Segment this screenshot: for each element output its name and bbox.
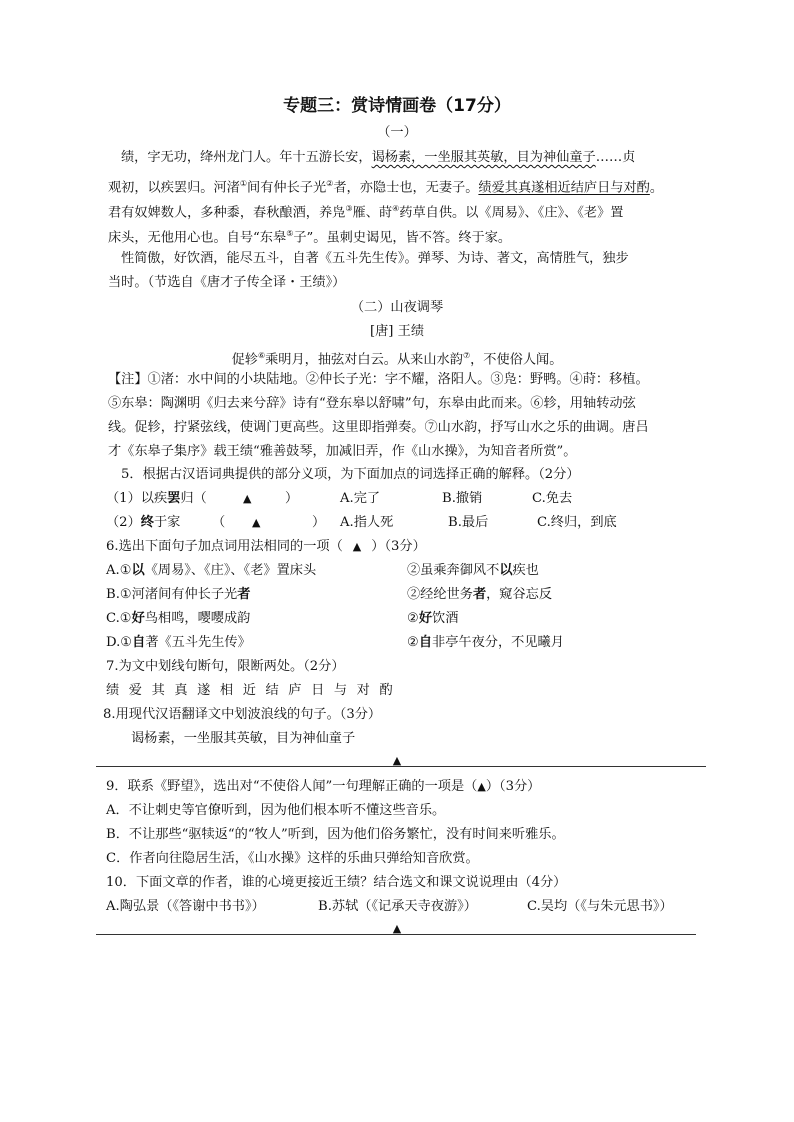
- question-7-stem: 7.为文中划线句断句，限断两处。（2分）: [106, 659, 345, 674]
- question-5-item-1: （1）以疾罢归（: [106, 491, 207, 506]
- question-7-sentence[interactable]: 绩爱其真遂相近结庐日与对酌: [106, 683, 403, 698]
- answer-blank-triangle[interactable]: ▲: [352, 540, 362, 553]
- option-c: C.终归，到底: [537, 515, 617, 530]
- dotted-word: 罢: [167, 491, 181, 506]
- notes-line-3: 线。促轸，拧紧弦线，使调门更高些。这里即指弹奏。⑦山水韵，抒写山水之乐的曲调。唐吕: [108, 420, 649, 435]
- passage-line-1: 绩，字无功，绛州龙门人。年十五游长安，谒杨素，一坐服其英敏，目为神仙童子……贞: [121, 150, 636, 165]
- poem-heading: （二）山夜调琴: [350, 300, 444, 315]
- q10-option-a: A.陶弘景（《答谢中书书》）: [106, 899, 265, 914]
- q10-option-b: B.苏轼（《记承天寺夜游》）: [318, 899, 477, 914]
- answer-blank-triangle[interactable]: ▲: [252, 516, 261, 529]
- notes-line-2: ⑤东皋：陶渊明《归去来兮辞》诗有“登东皋以舒啸”句，东皋由此而来。⑥轸，用轴转动弦: [108, 396, 636, 411]
- passage-line-5: 性简傲，好饮酒，能尽五斗，自著《五斗先生传》。弹琴、为诗、著文，高情胜气，独步: [121, 251, 629, 266]
- wavy-underlined-sentence: 谒杨素，一坐服其英敏，目为神仙童子: [371, 150, 596, 165]
- underlined-sentence: 绩爱其真遂相近结庐日与对酌: [478, 180, 650, 196]
- q6-option-b-right: ②经纶世务者，窥谷忘反: [407, 587, 553, 602]
- q6-option-c-right: ②好饮酒: [407, 611, 459, 626]
- question-8-stem: 8.用现代汉语翻译文中划波浪线的句子。（3分）: [103, 707, 382, 722]
- q6-option-b-left: B.①河渚间有仲长子光者: [106, 587, 251, 602]
- question-9-stem: 9．联系《野望》，选出对“不使俗人闻”一句理解正确的一项是（▲）（3分）: [106, 779, 541, 794]
- answer-line[interactable]: [96, 934, 696, 935]
- poem-text: 促轸⑥乘明月，抽弦对白云。从来山水韵⑦，不使俗人闻。: [231, 351, 563, 368]
- question-5-stem: 5．根据古汉语词典提供的部分义项，为下面加点的词选择正确的解释。（2分）: [121, 467, 580, 482]
- passage-line-3: 君有奴婢数人，多种黍，春秋酿酒，养凫③雁、莳④药草自供。以《周易》、《庄》、《老》置: [108, 204, 624, 221]
- q6-option-d-right: ②自非亭午夜分，不见曦月: [407, 635, 564, 650]
- question-10-stem: 10．下面文章的作者，谁的心境更接近王绩？结合选文和课文说说理由（4分）: [106, 875, 567, 890]
- section-one-heading: （一）: [377, 125, 417, 140]
- notes-line-1: 【注】①渚：水中间的小块陆地。②仲长子光：字不耀，洛阳人。③凫：野鸭。④莳：移植。: [108, 372, 649, 387]
- option-c: C.免去: [532, 491, 573, 506]
- q10-option-c: C.吴均（《与朱元思书》）: [527, 899, 673, 914]
- answer-blank-triangle[interactable]: ▲: [477, 780, 486, 793]
- q9-option-c: C．作者向往隐居生活，《山水操》这样的乐曲只弹给知音欣赏。: [106, 851, 479, 866]
- q9-option-b: B．不让那些“驱犊返“的“牧人”听到，因为他们俗务繁忙，没有时间来听雅乐。: [106, 827, 565, 842]
- q6-option-a-right: ②虽乘奔御风不以疾也: [407, 563, 539, 578]
- answer-line[interactable]: [96, 766, 706, 767]
- passage-line-2: 观初，以疾罢归。河渚①间有仲长子光②者，亦隐士也，无妻子。绩爱其真遂相近结庐日与对酌。: [108, 179, 664, 196]
- question-6-stem: 6.选出下面句子加点词用法相同的一项（ ▲ ）（3分）: [106, 539, 426, 554]
- notes-line-4: 才《东皋子集序》载王绩“雅善鼓琴，加减旧弄，作《山水操》，为知音者所赏”。: [108, 444, 577, 459]
- answer-blank-triangle[interactable]: ▲: [243, 492, 252, 505]
- passage-line-6: 当时。（节选自《唐才子传全译・王绩》）: [108, 275, 346, 290]
- q6-option-a-left: A.①以《周易》、《庄》、《老》置床头: [106, 563, 317, 578]
- exam-page: 专题三：赏诗情画卷（17分） （一） 绩，字无功，绛州龙门人。年十五游长安，谒杨素，一坐服其英敏，目为神仙童子……贞 观初，以疾罢归。河渚①间有仲长子光②者，亦隐士也，无妻子。绩爱其真遂相近结庐日与对酌。 君有奴婢数人，多种黍，春秋酿酒，养凫③雁、莳④药草自供。以《周易》、《庄》、《老》置 床头，无他用心也。自号“东皋⑤子”。虽刺史谒见，皆不答。终于家。 性简傲，好饮酒，能尽五斗，自著《五斗先生传》。弹琴、为诗、著文，高情胜气，独步 当时。（节选自《唐才子传全译・王绩》） （二）山夜调琴 [唐] 王绩 促轸⑥乘明月，抽弦对白云。从来山水韵⑦，不使俗人闻。 【注】①渚：水中间的小块陆地。②仲长子光：字不耀，洛阳人。③凫：野鸭。④莳：移植。 ⑤东皋：陶渊明《归去来兮辞》诗有“登东皋以舒啸”句，东皋由此而来。⑥轸，用轴转动弦 线。促轸，拧紧弦线，使调门更高些。这里即指弹奏。⑦山水韵，抒写山水之乐的曲调。唐吕 才《东皋子集序》载王绩“雅善鼓琴，加减旧弄，作《山水操》，为知音者所赏”。 5．根据古汉语词典提供的部分义项，为下面加点的词选择正确的解释。（2分） （1）以疾罢归（ ▲ ） A.完了 B.撤销 C.免去 （2）终于家 （ ▲ ） A.指人死 B.最后 C.终归，到底 6.选出下面句子加点词用法相同的一项（ ▲ ）（3分） A.①以《周易》、《庄》、《老》置床头 ②虽乘奔御风不以疾也 B.①河渚间有仲长子光者 ②经纶世务者，窥谷忘反 C.①好鸟相鸣，嘤嘤成韵 ②好饮酒 D.①自著《五斗先生传》 ②自非亭午夜分，不见曦月 7.为文中划线句断句，限断两处。（2分） 绩爱其真遂相近结庐日与对酌 8.用现代汉语翻译文中划波浪线的句子。（3分） 谒杨素，一坐服其英敏，目为神仙童子 ▲ 9．联系《野望》，选出对“不使俗人闻”一句理解正确的一项是（▲）（3分） A．不让刺史等官僚听到，因为他们根本听不懂这些音乐。 B．不让那些“驱犊返“的“牧人”听到，因为他们俗务繁忙，没有时间来听雅乐。 C．作者向往隐居生活，《山水操》这样的乐曲只弹给知音欣赏。 10．下面文章的作者，谁的心境更接近王绩？结合选文和课文说说理由（4分） A.陶弘景（《答谢中书书》） B.苏轼（《记承天寺夜游》） C.吴均（《与朱元思书》） ▲: [0, 0, 794, 1122]
- option-b: B.撤销: [442, 491, 483, 506]
- option-a: A.完了: [340, 491, 381, 506]
- question-8-sentence: 谒杨素，一坐服其英敏，目为神仙童子: [131, 731, 356, 746]
- answer-blank-triangle[interactable]: ▲: [392, 754, 402, 767]
- question-5-item-2: （2）终于家: [106, 515, 181, 530]
- option-a: A.指人死: [340, 515, 394, 530]
- q9-option-a: A．不让刺史等官僚听到，因为他们根本听不懂这些音乐。: [106, 803, 446, 818]
- page-title: 专题三：赏诗情画卷（17分）: [283, 96, 511, 116]
- dotted-word: 终: [140, 515, 154, 530]
- answer-blank-triangle[interactable]: ▲: [392, 922, 402, 935]
- q6-option-d-left: D.①自著《五斗先生传》: [106, 635, 251, 650]
- passage-line-4: 床头，无他用心也。自号“东皋⑤子”。虽刺史谒见，皆不答。终于家。: [108, 229, 512, 246]
- q6-option-c-left: C.①好鸟相鸣，嘤嘤成韵: [106, 611, 251, 626]
- option-b: B.最后: [448, 515, 489, 530]
- poem-author: [唐] 王绩: [369, 324, 425, 339]
